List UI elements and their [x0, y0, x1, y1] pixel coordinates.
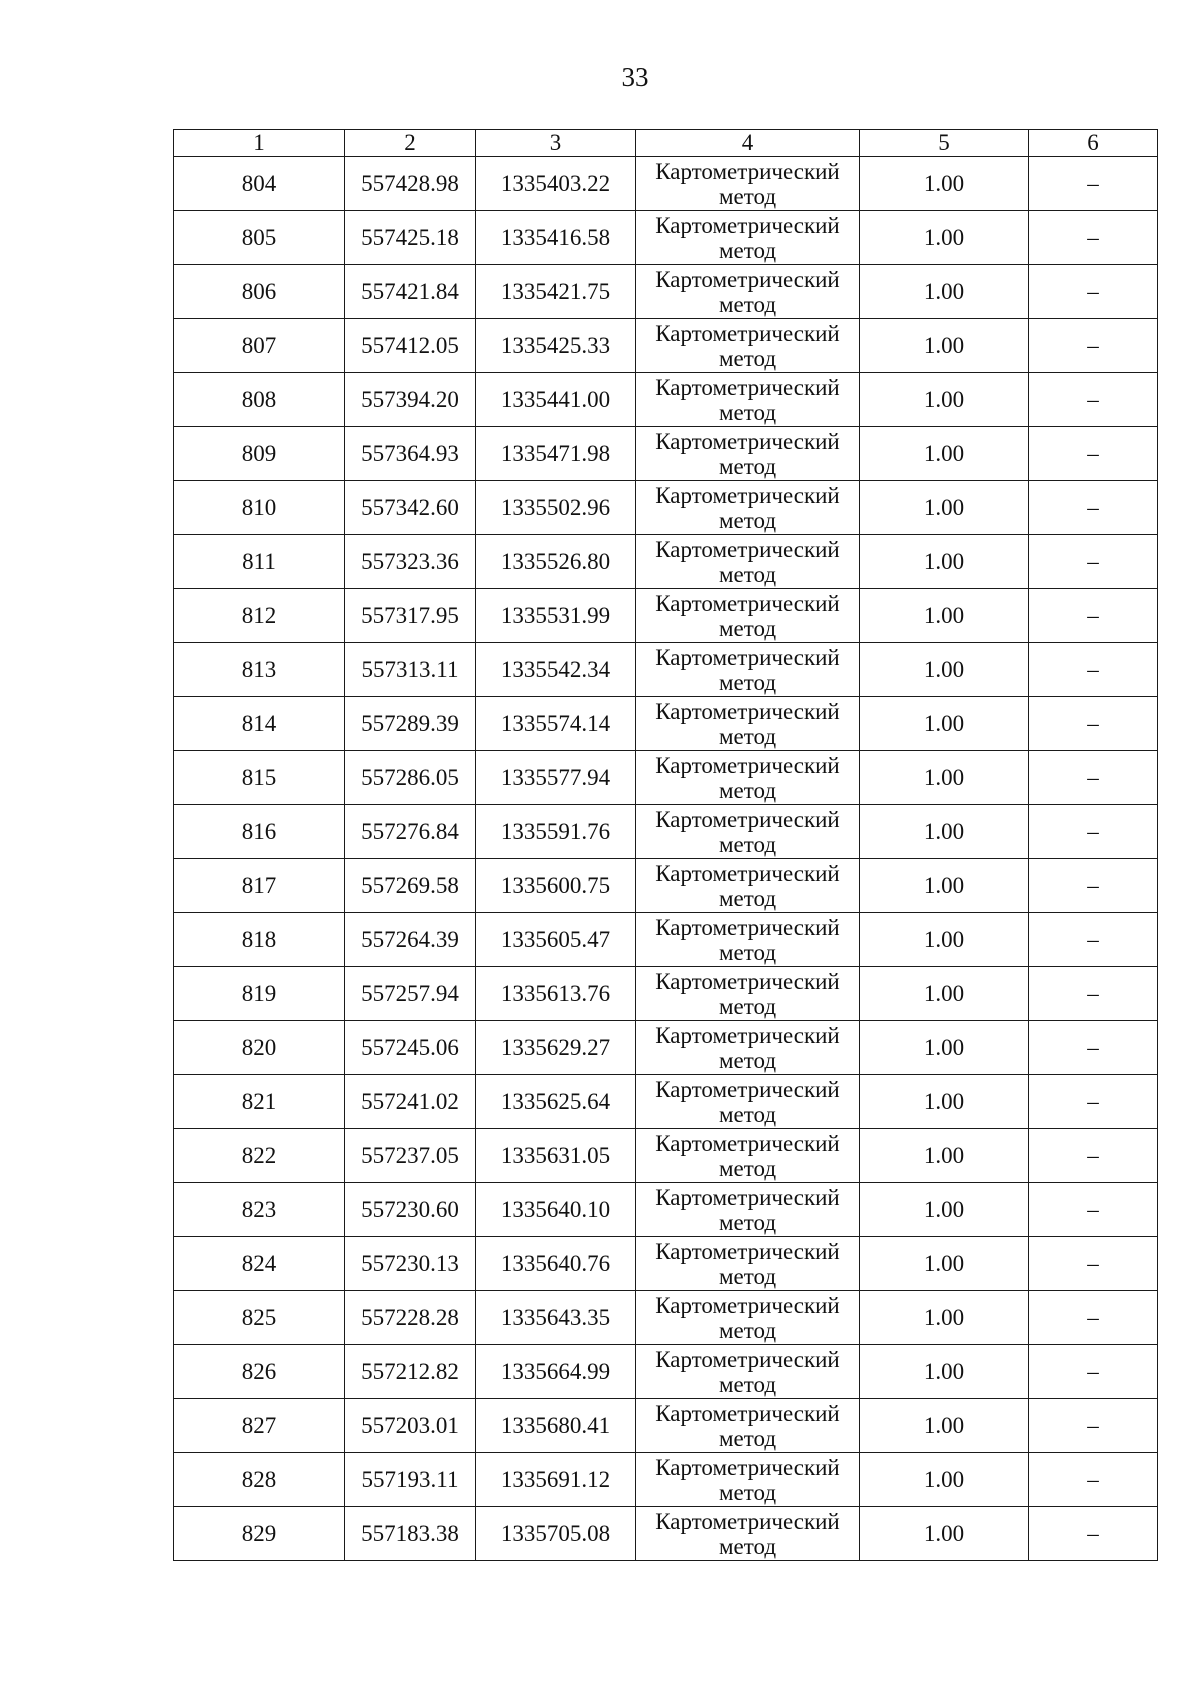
note-cell: – — [1029, 157, 1158, 211]
accuracy-cell: 1.00 — [860, 157, 1029, 211]
point-number-cell: 813 — [174, 643, 345, 697]
y-coordinate-cell: 1335600.75 — [476, 859, 636, 913]
x-coordinate-cell: 557241.02 — [345, 1075, 476, 1129]
method-cell — [636, 535, 860, 589]
table-row — [174, 1345, 1158, 1399]
x-coordinate-cell: 557257.94 — [345, 967, 476, 1021]
accuracy-cell: 1.00 — [860, 427, 1029, 481]
x-coordinate-cell: 557317.95 — [345, 589, 476, 643]
method-line-1: Картометрический — [655, 1508, 840, 1534]
accuracy-cell: 1.00 — [860, 643, 1029, 697]
note-cell: – — [1029, 265, 1158, 319]
x-coordinate-cell: 557245.06 — [345, 1021, 476, 1075]
x-coordinate-cell: 557313.11 — [345, 643, 476, 697]
y-coordinate-cell: 1335640.76 — [476, 1237, 636, 1291]
method-line-1: Картометрический — [655, 590, 840, 616]
header-col-4: 4 — [636, 130, 860, 157]
note-cell: – — [1029, 1183, 1158, 1237]
y-coordinate-cell: 1335643.35 — [476, 1291, 636, 1345]
accuracy-cell: 1.00 — [860, 319, 1029, 373]
point-number-cell: 818 — [174, 913, 345, 967]
table-row — [174, 589, 1158, 643]
method-line-2: метод — [718, 615, 777, 641]
method-line-2: метод — [718, 777, 777, 803]
method-line-2: метод — [718, 1263, 777, 1289]
header-col-6: 6 — [1029, 130, 1158, 157]
x-coordinate-cell: 557230.13 — [345, 1237, 476, 1291]
note-cell: – — [1029, 1237, 1158, 1291]
y-coordinate-cell: 1335605.47 — [476, 913, 636, 967]
accuracy-cell: 1.00 — [860, 967, 1029, 1021]
method-cell — [636, 1075, 860, 1129]
x-coordinate-cell: 557342.60 — [345, 481, 476, 535]
method-line-1: Картометрический — [655, 1130, 840, 1156]
method-line-1: Картометрический — [655, 914, 840, 940]
accuracy-cell: 1.00 — [860, 1237, 1029, 1291]
method-cell — [636, 589, 860, 643]
table-row — [174, 643, 1158, 697]
header-col-5: 5 — [860, 130, 1029, 157]
note-cell: – — [1029, 1291, 1158, 1345]
note-cell: – — [1029, 1129, 1158, 1183]
method-line-2: метод — [718, 399, 777, 425]
point-number-cell: 825 — [174, 1291, 345, 1345]
note-cell: – — [1029, 967, 1158, 1021]
point-number-cell: 829 — [174, 1507, 345, 1561]
x-coordinate-cell: 557421.84 — [345, 265, 476, 319]
y-coordinate-cell: 1335403.22 — [476, 157, 636, 211]
method-line-1: Картометрический — [655, 536, 840, 562]
y-coordinate-cell: 1335625.64 — [476, 1075, 636, 1129]
method-cell — [636, 1507, 860, 1561]
table-row — [174, 373, 1158, 427]
method-cell — [636, 913, 860, 967]
x-coordinate-cell: 557193.11 — [345, 1453, 476, 1507]
method-cell — [636, 967, 860, 1021]
method-cell — [636, 697, 860, 751]
method-line-1: Картометрический — [655, 806, 840, 832]
table-row — [174, 1237, 1158, 1291]
method-cell — [636, 481, 860, 535]
note-cell: – — [1029, 427, 1158, 481]
point-number-cell: 805 — [174, 211, 345, 265]
method-cell — [636, 1021, 860, 1075]
table-row — [174, 859, 1158, 913]
accuracy-cell: 1.00 — [860, 589, 1029, 643]
table-row — [174, 1291, 1158, 1345]
accuracy-cell: 1.00 — [860, 1453, 1029, 1507]
method-line-1: Картометрический — [655, 752, 840, 778]
y-coordinate-cell: 1335526.80 — [476, 535, 636, 589]
method-line-2: метод — [718, 1425, 777, 1451]
point-number-cell: 810 — [174, 481, 345, 535]
table-row — [174, 157, 1158, 211]
accuracy-cell: 1.00 — [860, 1129, 1029, 1183]
method-line-2: метод — [718, 507, 777, 533]
point-number-cell: 811 — [174, 535, 345, 589]
x-coordinate-cell: 557394.20 — [345, 373, 476, 427]
accuracy-cell: 1.00 — [860, 535, 1029, 589]
method-line-1: Картометрический — [655, 860, 840, 886]
table-row — [174, 535, 1158, 589]
header-row — [174, 130, 1158, 157]
method-line-2: метод — [718, 1533, 777, 1559]
point-number-cell: 809 — [174, 427, 345, 481]
method-line-2: метод — [718, 183, 777, 209]
method-line-2: метод — [718, 1101, 777, 1127]
point-number-cell: 819 — [174, 967, 345, 1021]
method-cell — [636, 1183, 860, 1237]
table-row — [174, 1021, 1158, 1075]
page-number: 33 — [621, 62, 649, 92]
accuracy-cell: 1.00 — [860, 805, 1029, 859]
method-line-2: метод — [718, 1317, 777, 1343]
x-coordinate-cell: 557228.28 — [345, 1291, 476, 1345]
x-coordinate-cell: 557364.93 — [345, 427, 476, 481]
note-cell: – — [1029, 1399, 1158, 1453]
y-coordinate-cell: 1335471.98 — [476, 427, 636, 481]
point-number-cell: 827 — [174, 1399, 345, 1453]
header-col-1: 1 — [174, 130, 345, 157]
method-line-2: метод — [718, 291, 777, 317]
accuracy-cell: 1.00 — [860, 751, 1029, 805]
point-number-cell: 821 — [174, 1075, 345, 1129]
table-row — [174, 427, 1158, 481]
table-row — [174, 1075, 1158, 1129]
method-line-2: метод — [718, 1371, 777, 1397]
method-cell — [636, 319, 860, 373]
accuracy-cell: 1.00 — [860, 697, 1029, 751]
y-coordinate-cell: 1335441.00 — [476, 373, 636, 427]
accuracy-cell: 1.00 — [860, 1345, 1029, 1399]
table-row — [174, 1453, 1158, 1507]
method-line-1: Картометрический — [655, 968, 840, 994]
method-line-2: метод — [718, 237, 777, 263]
method-cell — [636, 157, 860, 211]
accuracy-cell: 1.00 — [860, 1507, 1029, 1561]
method-line-2: метод — [718, 885, 777, 911]
accuracy-cell: 1.00 — [860, 373, 1029, 427]
method-cell — [636, 805, 860, 859]
point-number-cell: 804 — [174, 157, 345, 211]
table-row — [174, 1183, 1158, 1237]
x-coordinate-cell: 557264.39 — [345, 913, 476, 967]
y-coordinate-cell: 1335425.33 — [476, 319, 636, 373]
table-row — [174, 805, 1158, 859]
note-cell: – — [1029, 697, 1158, 751]
method-line-2: метод — [718, 1155, 777, 1181]
method-cell — [636, 1399, 860, 1453]
x-coordinate-cell: 557412.05 — [345, 319, 476, 373]
accuracy-cell: 1.00 — [860, 1399, 1029, 1453]
method-line-1: Картометрический — [655, 482, 840, 508]
method-line-2: метод — [718, 669, 777, 695]
point-number-cell: 815 — [174, 751, 345, 805]
method-line-2: метод — [718, 939, 777, 965]
table-row — [174, 265, 1158, 319]
point-number-cell: 808 — [174, 373, 345, 427]
point-number-cell: 812 — [174, 589, 345, 643]
y-coordinate-cell: 1335502.96 — [476, 481, 636, 535]
x-coordinate-cell: 557203.01 — [345, 1399, 476, 1453]
method-line-2: метод — [718, 831, 777, 857]
method-line-1: Картометрический — [655, 1454, 840, 1480]
note-cell: – — [1029, 1453, 1158, 1507]
x-coordinate-cell: 557269.58 — [345, 859, 476, 913]
point-number-cell: 814 — [174, 697, 345, 751]
point-number-cell: 807 — [174, 319, 345, 373]
y-coordinate-cell: 1335680.41 — [476, 1399, 636, 1453]
coordinates-table — [173, 129, 1158, 1561]
method-line-1: Картометрический — [655, 1292, 840, 1318]
y-coordinate-cell: 1335416.58 — [476, 211, 636, 265]
accuracy-cell: 1.00 — [860, 265, 1029, 319]
note-cell: – — [1029, 211, 1158, 265]
method-line-1: Картометрический — [655, 1400, 840, 1426]
header-col-2: 2 — [345, 130, 476, 157]
accuracy-cell: 1.00 — [860, 1021, 1029, 1075]
x-coordinate-cell: 557428.98 — [345, 157, 476, 211]
y-coordinate-cell: 1335640.10 — [476, 1183, 636, 1237]
method-cell — [636, 265, 860, 319]
note-cell: – — [1029, 1021, 1158, 1075]
method-cell — [636, 859, 860, 913]
accuracy-cell: 1.00 — [860, 1075, 1029, 1129]
table-row — [174, 1129, 1158, 1183]
note-cell: – — [1029, 1345, 1158, 1399]
method-line-1: Картометрический — [655, 1346, 840, 1372]
method-line-2: метод — [718, 453, 777, 479]
table-row — [174, 211, 1158, 265]
x-coordinate-cell: 557237.05 — [345, 1129, 476, 1183]
table-row — [174, 1399, 1158, 1453]
note-cell: – — [1029, 859, 1158, 913]
method-cell — [636, 751, 860, 805]
point-number-cell: 806 — [174, 265, 345, 319]
accuracy-cell: 1.00 — [860, 859, 1029, 913]
method-line-1: Картометрический — [655, 1076, 840, 1102]
accuracy-cell: 1.00 — [860, 211, 1029, 265]
method-line-2: метод — [718, 345, 777, 371]
note-cell: – — [1029, 481, 1158, 535]
table-header — [174, 130, 1158, 157]
note-cell: – — [1029, 535, 1158, 589]
point-number-cell: 828 — [174, 1453, 345, 1507]
method-line-2: метод — [718, 561, 777, 587]
note-cell: – — [1029, 643, 1158, 697]
table-body — [174, 157, 1158, 1561]
method-cell — [636, 1237, 860, 1291]
accuracy-cell: 1.00 — [860, 913, 1029, 967]
x-coordinate-cell: 557276.84 — [345, 805, 476, 859]
header-col-3: 3 — [476, 130, 636, 157]
x-coordinate-cell: 557323.36 — [345, 535, 476, 589]
point-number-cell: 820 — [174, 1021, 345, 1075]
y-coordinate-cell: 1335691.12 — [476, 1453, 636, 1507]
x-coordinate-cell: 557425.18 — [345, 211, 476, 265]
method-line-2: метод — [718, 993, 777, 1019]
method-cell — [636, 643, 860, 697]
y-coordinate-cell: 1335577.94 — [476, 751, 636, 805]
accuracy-cell: 1.00 — [860, 1183, 1029, 1237]
point-number-cell: 823 — [174, 1183, 345, 1237]
point-number-cell: 816 — [174, 805, 345, 859]
method-line-1: Картометрический — [655, 212, 840, 238]
note-cell: – — [1029, 1075, 1158, 1129]
method-line-1: Картометрический — [655, 644, 840, 670]
point-number-cell: 824 — [174, 1237, 345, 1291]
note-cell: – — [1029, 319, 1158, 373]
table-row — [174, 913, 1158, 967]
point-number-cell: 822 — [174, 1129, 345, 1183]
y-coordinate-cell: 1335542.34 — [476, 643, 636, 697]
method-cell — [636, 1291, 860, 1345]
point-number-cell: 817 — [174, 859, 345, 913]
y-coordinate-cell: 1335664.99 — [476, 1345, 636, 1399]
method-cell — [636, 427, 860, 481]
note-cell: – — [1029, 589, 1158, 643]
method-line-1: Картометрический — [655, 698, 840, 724]
method-line-1: Картометрический — [655, 1238, 840, 1264]
note-cell: – — [1029, 751, 1158, 805]
y-coordinate-cell: 1335705.08 — [476, 1507, 636, 1561]
note-cell: – — [1029, 1507, 1158, 1561]
accuracy-cell: 1.00 — [860, 1291, 1029, 1345]
method-cell — [636, 373, 860, 427]
method-line-2: метод — [718, 1479, 777, 1505]
method-line-1: Картометрический — [655, 158, 840, 184]
x-coordinate-cell: 557286.05 — [345, 751, 476, 805]
note-cell: – — [1029, 805, 1158, 859]
method-cell — [636, 1345, 860, 1399]
note-cell: – — [1029, 373, 1158, 427]
x-coordinate-cell: 557212.82 — [345, 1345, 476, 1399]
x-coordinate-cell: 557289.39 — [345, 697, 476, 751]
method-line-2: метод — [718, 723, 777, 749]
y-coordinate-cell: 1335421.75 — [476, 265, 636, 319]
table-row — [174, 481, 1158, 535]
y-coordinate-cell: 1335574.14 — [476, 697, 636, 751]
note-cell: – — [1029, 913, 1158, 967]
method-cell — [636, 1129, 860, 1183]
point-number-cell: 826 — [174, 1345, 345, 1399]
method-line-1: Картометрический — [655, 266, 840, 292]
table-row — [174, 1507, 1158, 1561]
y-coordinate-cell: 1335631.05 — [476, 1129, 636, 1183]
method-cell — [636, 211, 860, 265]
table-row — [174, 967, 1158, 1021]
method-line-1: Картометрический — [655, 320, 840, 346]
method-line-1: Картометрический — [655, 428, 840, 454]
x-coordinate-cell: 557230.60 — [345, 1183, 476, 1237]
method-line-1: Картометрический — [655, 374, 840, 400]
accuracy-cell: 1.00 — [860, 481, 1029, 535]
y-coordinate-cell: 1335629.27 — [476, 1021, 636, 1075]
method-cell — [636, 1453, 860, 1507]
table-row — [174, 319, 1158, 373]
method-line-2: метод — [718, 1209, 777, 1235]
method-line-1: Картометрический — [655, 1184, 840, 1210]
table-row — [174, 697, 1158, 751]
y-coordinate-cell: 1335613.76 — [476, 967, 636, 1021]
y-coordinate-cell: 1335591.76 — [476, 805, 636, 859]
y-coordinate-cell: 1335531.99 — [476, 589, 636, 643]
method-line-2: метод — [718, 1047, 777, 1073]
x-coordinate-cell: 557183.38 — [345, 1507, 476, 1561]
method-line-1: Картометрический — [655, 1022, 840, 1048]
table-row — [174, 751, 1158, 805]
